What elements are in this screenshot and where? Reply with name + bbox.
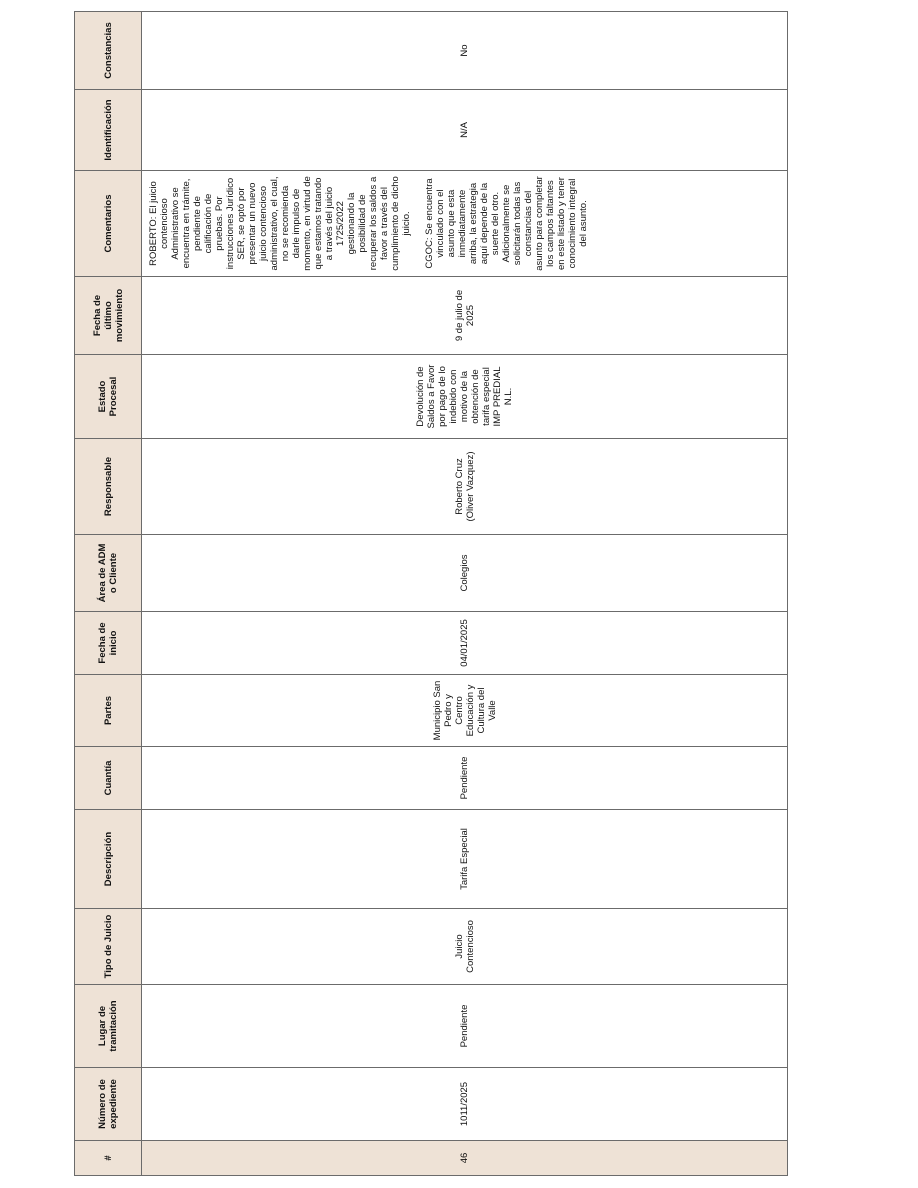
cell-descripcion: Tarifa Especial <box>142 810 788 909</box>
cell-cuantia: Pendiente <box>142 747 788 810</box>
cell-identificacion: N/A <box>142 90 788 171</box>
cell-responsable: Roberto Cruz (Oliver Vazquez) <box>142 439 788 535</box>
header-comentarios: Comentarios <box>75 171 142 277</box>
header-fecha-ultimo: Fecha de último movimiento <box>75 277 142 355</box>
cell-constancias: No <box>142 12 788 90</box>
header-constancias: Constancias <box>75 12 142 90</box>
header-area: Área de ADM o Cliente <box>75 535 142 612</box>
header-row <box>75 12 142 1176</box>
cell-tipo-juicio: Juicio Contencioso <box>142 909 788 985</box>
comment-roberto: ROBERTO: El juicio contencioso Administrativo se encuentra en trámite, pendiente de calificación de pruebas. Por instrucciones Jurídico SER, se optó por presentar un nuevo juicio contencioso administrativo, el cual, no se recomienda darle impulso de momento, en virtud de que estamos tratando a través del juicio 1725/2022 gestionando la posibilidad de recuperar los saldos a favor a través del cumplimiento de dicho juicio. <box>148 176 412 271</box>
cell-lugar: Pendiente <box>142 985 788 1068</box>
header-identificacion: Identificación <box>75 90 142 171</box>
comment-cgoc: CGOC: Se encuentra vinculado con el asunto que esta inmediatamente arriba, la estrategia aquí depende de la suerte del otro. Adicionalmente se solicitarán todas las constancias del asunto para completar los campos faltantes en este listado y tener conocimiento integral del asunto. <box>424 176 589 271</box>
cell-area: Colegios <box>142 535 788 612</box>
cell-partes: Municipio San Pedro y Centro Educación y Cultura del Valle <box>142 675 788 747</box>
header-descripcion: Descripción <box>75 810 142 909</box>
header-index: # <box>75 1141 142 1176</box>
header-tipo-juicio: Tipo de Juicio <box>75 909 142 985</box>
header-fecha-inicio: Fecha de inicio <box>75 612 142 675</box>
header-partes: Partes <box>75 675 142 747</box>
header-lugar: Lugar de tramitación <box>75 985 142 1068</box>
rotated-table-container <box>74 12 788 1176</box>
cell-fecha-ultimo: 9 de julio de 2025 <box>142 277 788 355</box>
header-expediente: Número de expediente <box>75 1068 142 1141</box>
cell-expediente: 1011/2025 <box>142 1068 788 1141</box>
case-table <box>74 11 788 1176</box>
header-responsable: Responsable <box>75 439 142 535</box>
cell-index: 46 <box>142 1141 788 1176</box>
cell-comentarios <box>142 171 788 277</box>
table-row <box>142 12 788 1176</box>
cell-estado-procesal: Devolución de Saldos a Favor por pago de lo indebido con motivo de la obtención de tarifa especial IMP PREDIAL N.L. <box>142 355 788 439</box>
header-estado-procesal: Estado Procesal <box>75 355 142 439</box>
cell-fecha-inicio: 04/01/2025 <box>142 612 788 675</box>
header-cuantia: Cuantía <box>75 747 142 810</box>
